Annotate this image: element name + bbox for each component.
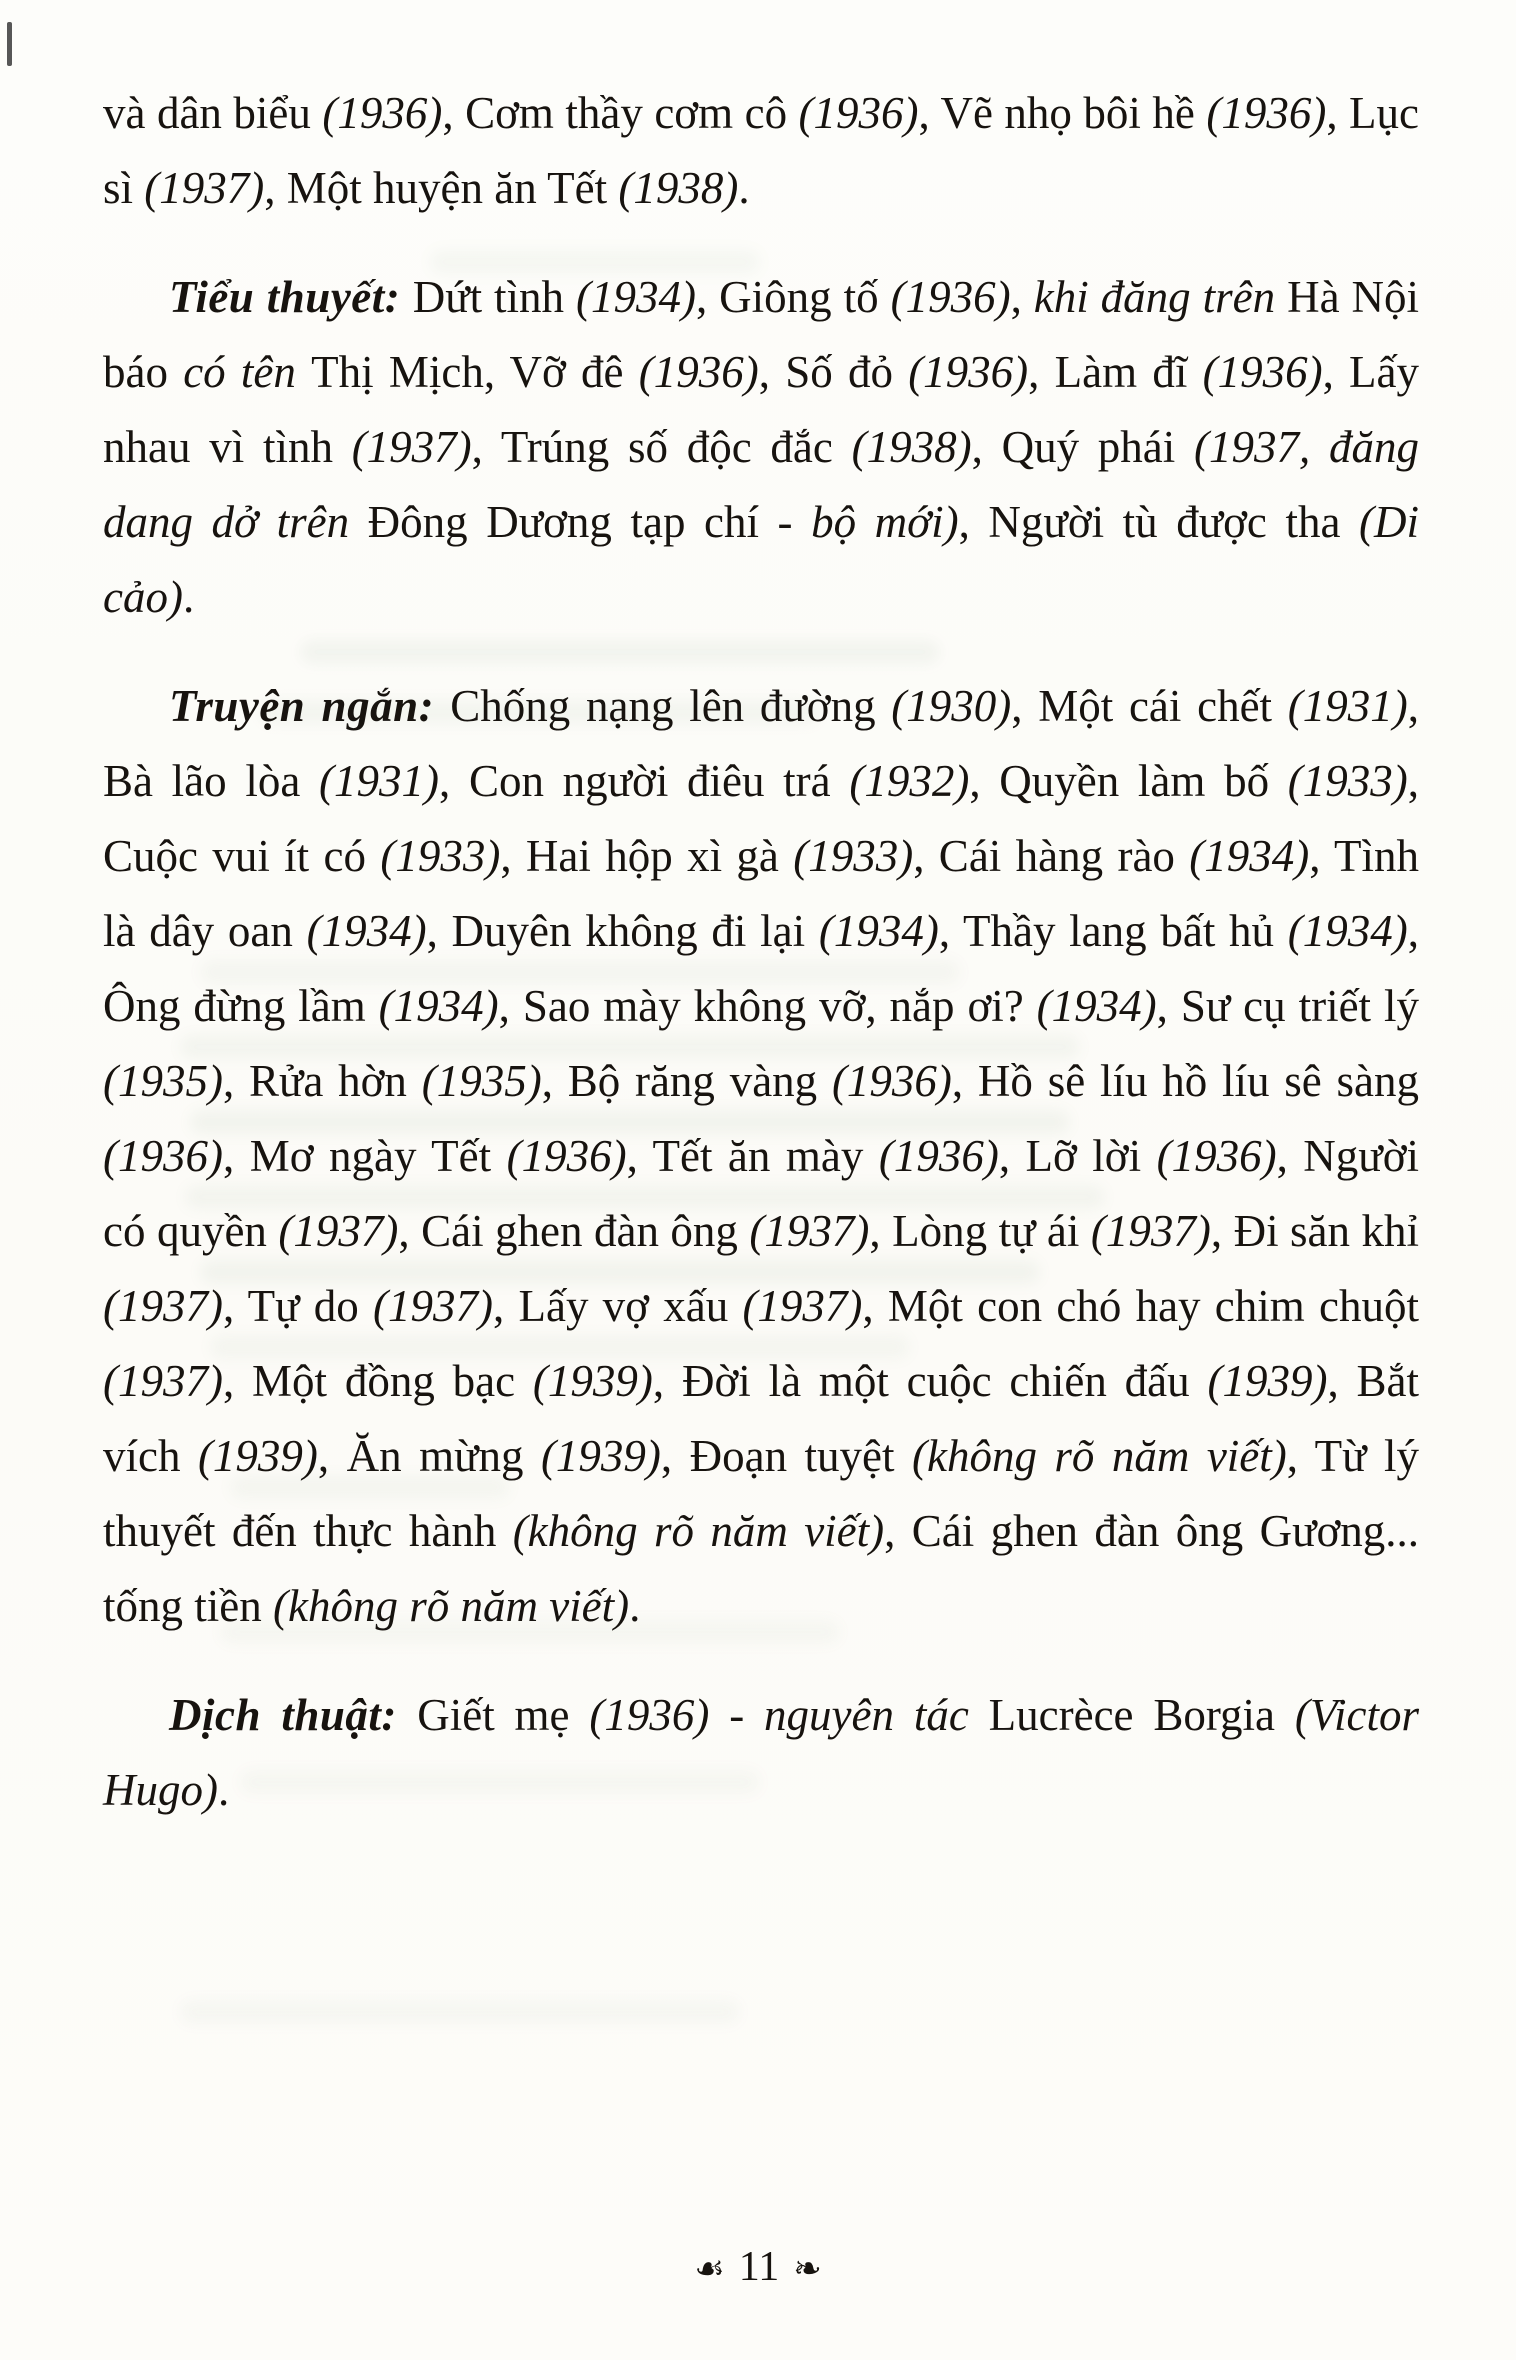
text-segment: , Hồ sê líu hồ líu sê sàng [951,1056,1419,1106]
text-segment: (1939) [1207,1356,1328,1406]
text-segment: , Mơ ngày Tết [222,1131,507,1181]
text-segment: và dân biểu [103,88,323,138]
fleuron-right-icon: ❧ [793,2249,822,2289]
text-segment: . [182,572,195,622]
text-segment: (1933) [1287,756,1408,806]
text-segment: (1934) [1036,981,1157,1031]
text-segment: , Cái ghen đàn ông [398,1206,750,1256]
text-segment: (1937, đăng dang dở trên [103,422,1419,547]
paragraph [103,260,1419,635]
text-segment: (1933) [380,831,501,881]
text-segment: , Cơm thầy cơm cô [442,88,799,138]
text-segment: , Đoạn tuyệt [660,1431,912,1481]
text-segment: , Làm đĩ [1028,347,1203,397]
text-segment: (1934) [306,906,427,956]
section-label: Dịch thuật: [169,1690,418,1740]
text-segment: , Lòng tự ái [869,1206,1091,1256]
text-segment: , Quý phái [971,422,1195,472]
text-segment: , Tự do [222,1281,374,1331]
paragraph [103,669,1419,1644]
text-segment: - [709,1690,765,1740]
text-segment: (1936) [798,88,919,138]
section-label: Tiểu thuyết: [169,272,413,322]
page-number: 11 [738,2244,780,2290]
text-segment: - bộ mới) [758,497,959,547]
text-segment: , Bộ răng vàng [541,1056,832,1106]
text-segment: , Từ lý thuyết đến thực hành [103,1431,1420,1556]
text-segment: (1936) [589,1690,710,1740]
paragraph [103,76,1419,226]
text-segment: (1936) [506,1131,627,1181]
text-segment: Đông Dương tạp chí [367,497,759,547]
text-segment: (1939) [197,1431,318,1481]
text-segment: (1937) [373,1281,493,1331]
text-segment: (1936) [908,347,1029,397]
text-segment: , Lấy nhau vì tình [103,347,1420,472]
text-segment: , Rửa hờn [222,1056,422,1106]
text-segment: (1936) [878,1131,999,1181]
text-segment: , Giông tố [695,272,891,322]
text-segment: Lucrèce Borgia [988,1690,1295,1740]
text-segment: (Victor Hugo) [103,1690,1419,1815]
text-segment: (1931) [319,756,439,806]
text-segment: (1937) [749,1206,870,1256]
text-segment: , Duyên không đi lại [426,906,819,956]
text-segment: (không rõ năm viết) [512,1506,885,1556]
text-segment: , Lỡ lời [998,1131,1157,1181]
text-segment: , Một cái chết [1011,681,1288,731]
text-segment: , Một con chó hay chim chuột [862,1281,1419,1331]
text-segment: (1937) [103,1281,223,1331]
scan-edge-artifact [7,22,12,66]
text-segment: (không rõ năm viết) [272,1581,630,1631]
text-segment: , Tết ăn mày [626,1131,879,1181]
text-segment: (1936) [322,88,443,138]
text-segment: Hà Nội báo [103,272,1419,397]
page-footer [0,2246,1516,2288]
text-segment: (không rõ năm viết) [912,1431,1287,1481]
text-segment: , Quyền làm bố [969,756,1288,806]
text-segment: , Vẽ nhọ bôi hề [918,88,1207,138]
text-segment: (1936) [103,1131,223,1181]
text-segment: , Bà lão lòa [103,681,1419,806]
text-segment: (1936) [1206,88,1327,138]
text-segment: , Cái ghen đàn ông Gương... tống tiền [103,1506,1419,1631]
text-segment: . [629,1581,641,1631]
text-segment: , Trúng số độc đắc [471,422,852,472]
text-segment: (Di cảo) [103,497,1419,622]
text-segment: (1930) [891,681,1012,731]
text-segment: . [217,1765,230,1815]
text-segment: (1931) [1287,681,1408,731]
text-segment: (1934) [1287,906,1408,956]
text-segment: , Một đồng bạc [222,1356,533,1406]
text-segment: (1933) [793,831,914,881]
text-segment: nguyên tác [764,1690,989,1740]
text-segment: (1936) [1202,347,1323,397]
text-segment: , Ông đừng lầm [103,906,1420,1031]
text-segment: (1937) [1090,1206,1211,1256]
text-segment: (1938) [618,163,739,213]
text-segment: Chống nạng lên đường [450,681,892,731]
text-segment: , Số đỏ [758,347,909,397]
text-segment: Dứt tình [412,272,576,322]
text-segment: (1934) [818,906,939,956]
text-segment: (1934) [1189,831,1310,881]
text-segment: (1937) [742,1281,863,1331]
text-segment: , Người có quyền [103,1131,1419,1256]
text-segment: , Hai hộp xì gà [500,831,794,881]
text-segment: , Thầy lang bất hủ [938,906,1288,956]
text-segment: (1937) [351,422,472,472]
text-segment: , Tình là dây oan [103,831,1420,956]
text-segment: Giết mẹ [417,1690,590,1740]
bleed-through-artifact [180,2000,740,2024]
text-segment: Thị Mịch, Vỡ đê [311,347,639,397]
text-segment: (1937) [103,1356,223,1406]
text-segment: , Một huyện ăn Tết [264,163,619,213]
text-segment: , Con người điêu trá [439,756,850,806]
text-segment: (1934) [576,272,696,322]
text-segment: (1934) [378,981,499,1031]
text-segment: , Đời là một cuộc chiến đấu [652,1356,1208,1406]
body-text [103,76,1419,1862]
text-segment: khi đăng trên [1033,272,1288,322]
text-segment: (1939) [540,1431,661,1481]
text-segment: , Lấy vợ xấu [493,1281,743,1331]
text-segment: , [1010,272,1034,322]
text-segment: (1936) [638,347,759,397]
text-segment: , Sư cụ triết lý [1156,981,1419,1031]
text-segment: (1936) [890,272,1011,322]
text-segment: (1935) [103,1056,223,1106]
text-segment: , Người tù được tha [958,497,1359,547]
text-segment: (1938) [851,422,972,472]
text-segment: , Bắt vích [103,1356,1419,1481]
text-segment: , Đi săn khỉ [1210,1206,1420,1256]
text-segment: , Lục sì [103,88,1420,213]
fleuron-left-icon: ☙ [694,2249,725,2289]
section-label: Truyện ngắn: [169,681,451,731]
text-segment: , Cái hàng rào [913,831,1190,881]
text-segment: (1937) [144,163,265,213]
text-segment: có tên [183,347,312,397]
text-segment: (1939) [532,1356,653,1406]
text-segment: (1936) [831,1056,952,1106]
text-segment: (1936) [1156,1131,1277,1181]
text-segment: . [738,163,750,213]
text-segment: , Sao mày không vỡ, nắp ơi? [498,981,1037,1031]
text-segment: (1935) [421,1056,542,1106]
text-segment: (1937) [278,1206,399,1256]
text-segment: , Ăn mừng [317,1431,541,1481]
text-segment: (1932) [849,756,970,806]
text-segment: , Cuộc vui ít có [103,756,1419,881]
paragraph [103,1678,1419,1828]
